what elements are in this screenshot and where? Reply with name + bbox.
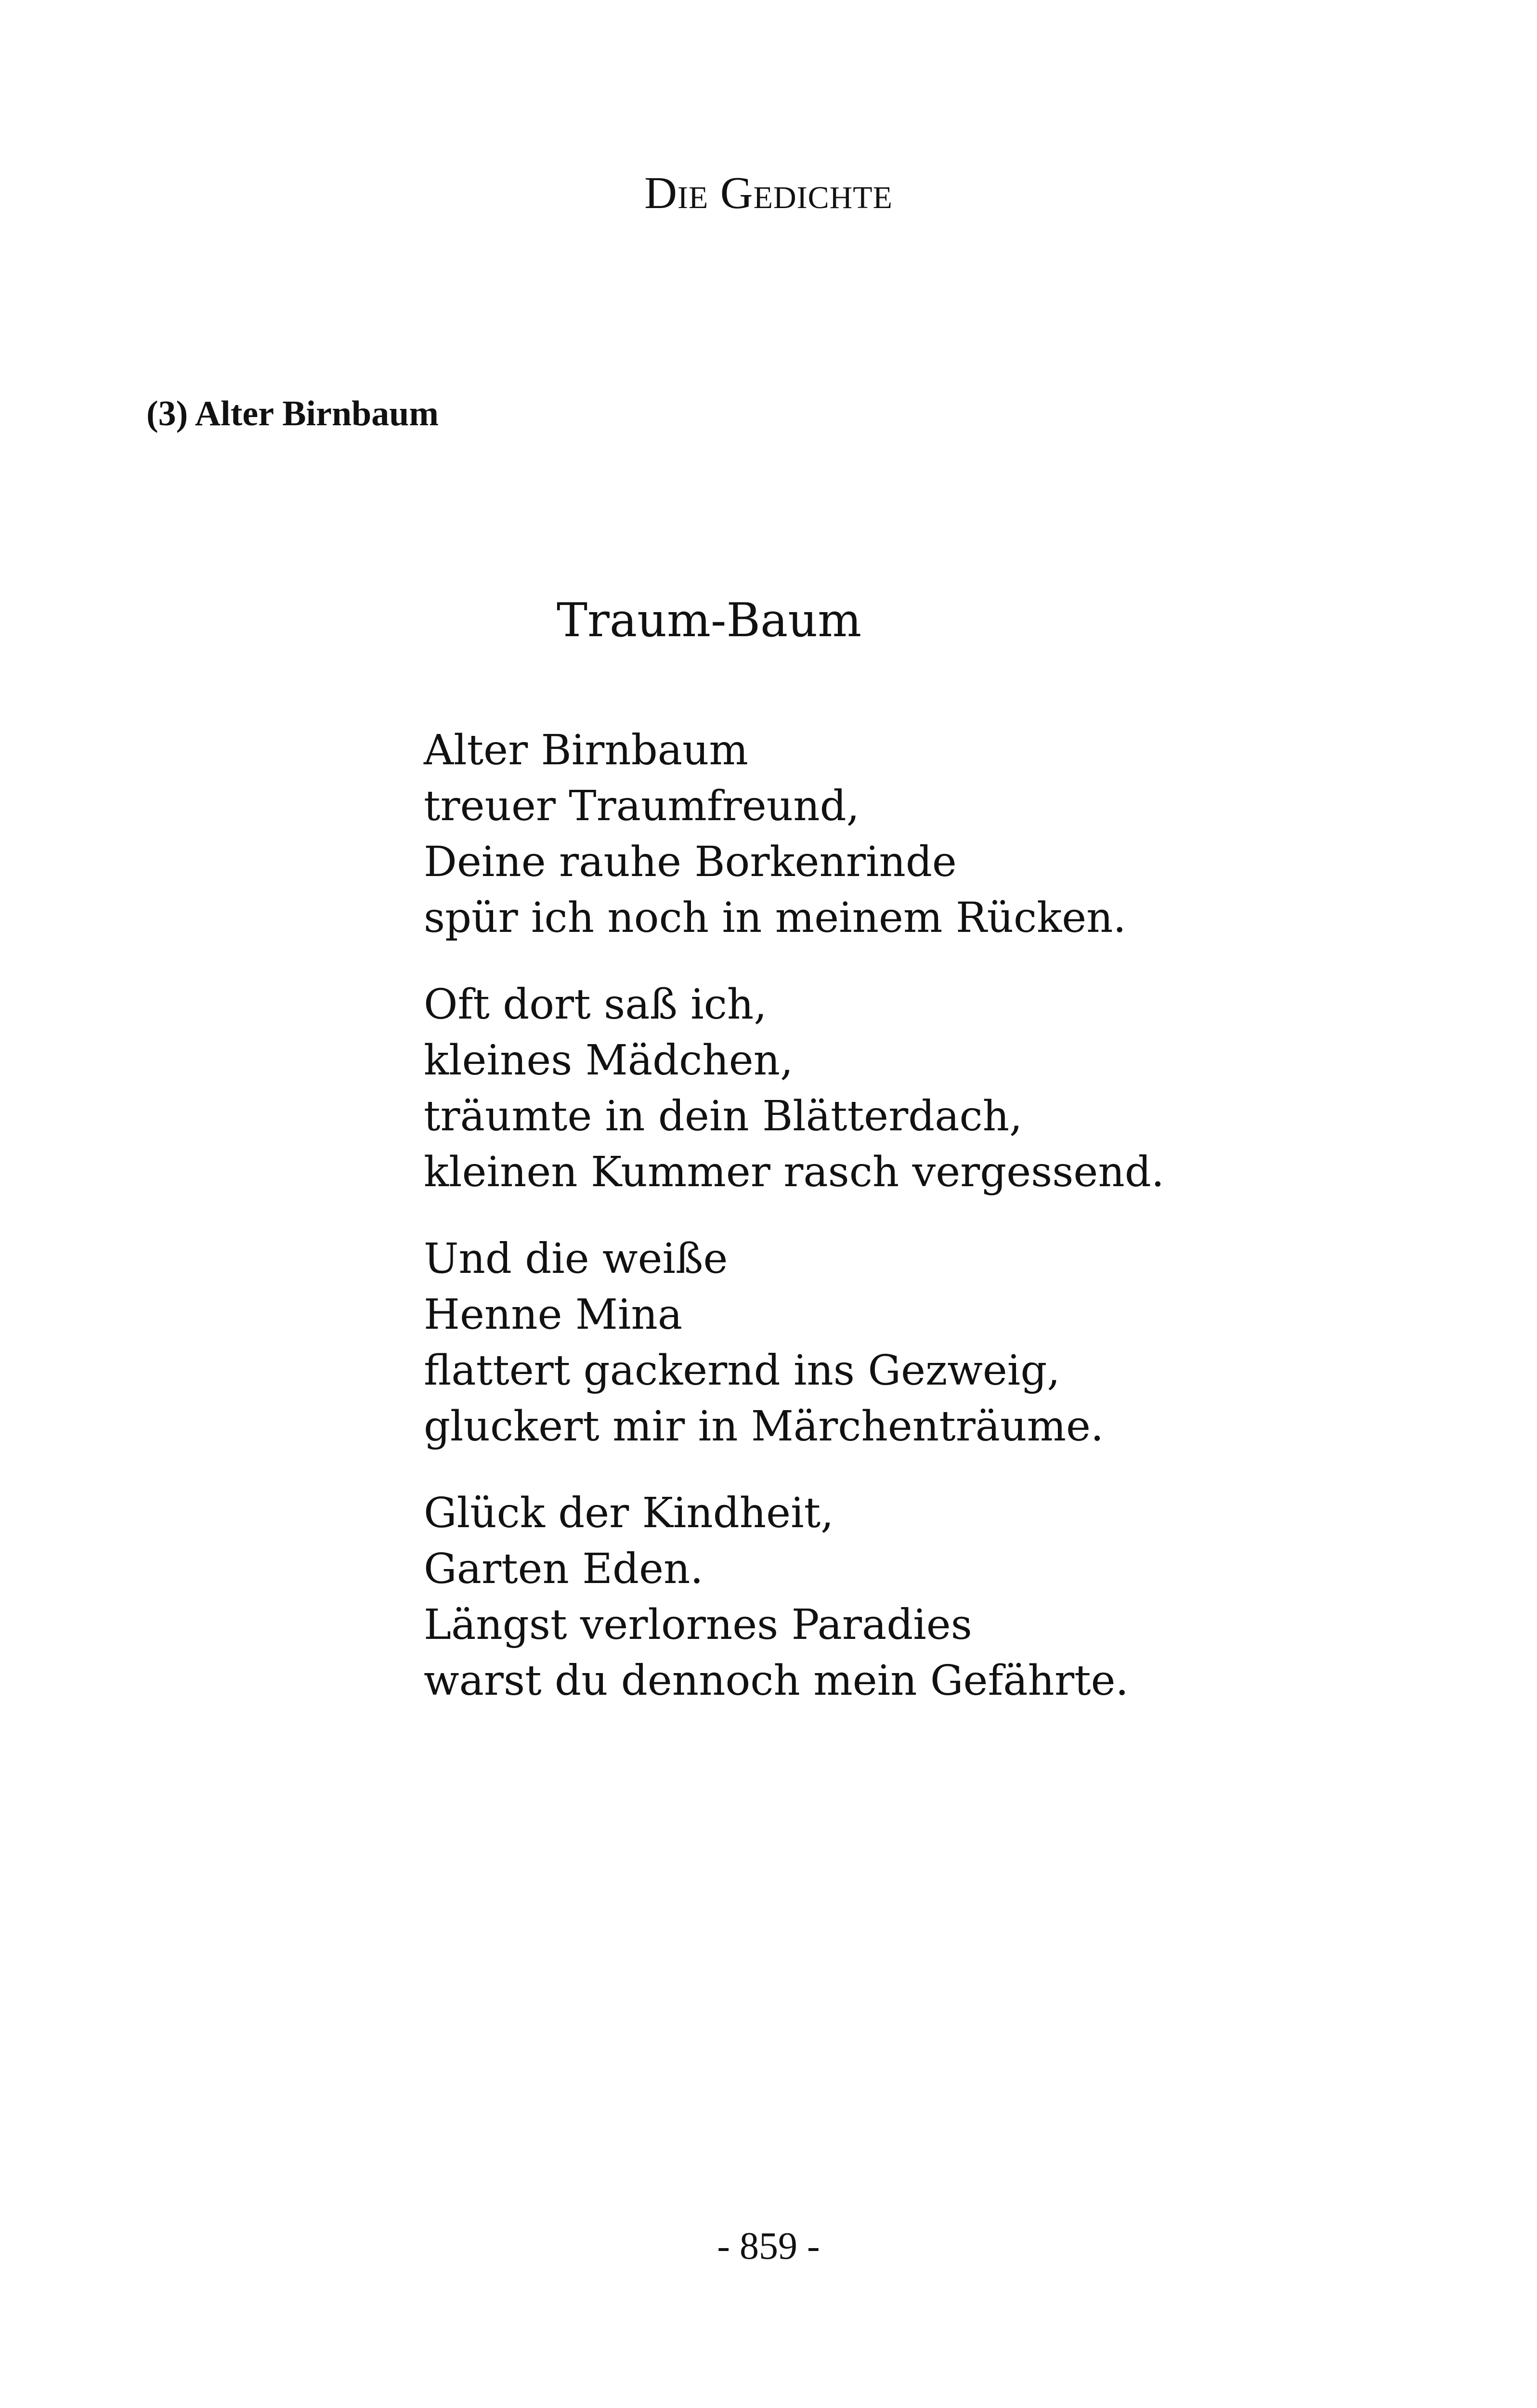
verse-line: Deine rauhe Borkenrinde: [424, 838, 957, 886]
stanza-1: [424, 722, 1435, 946]
verse-line: warst du dennoch mein Gefährte.: [424, 1657, 1129, 1705]
poem-title: Traum-Baum: [557, 593, 862, 647]
verse-line: spür ich noch in meinem Rücken.: [424, 894, 1126, 942]
verse-line: kleinen Kummer rasch vergessend.: [424, 1148, 1165, 1196]
verse-line: Und die weiße: [424, 1235, 728, 1283]
verse-line: kleines Mädchen,: [424, 1036, 794, 1085]
poem-body: [424, 722, 1435, 1740]
verse-line: flattert gackernd ins Gezweig,: [424, 1347, 1060, 1395]
stanza-4: [424, 1485, 1435, 1709]
verse-line: gluckert mir in Märchenträume.: [424, 1402, 1104, 1451]
verse-line: Oft dort saß ich,: [424, 981, 767, 1029]
verse-line: Längst verlornes Paradies: [424, 1601, 972, 1649]
section-heading: (3) Alter Birnbaum: [146, 394, 439, 433]
verse-line: Henne Mina: [424, 1291, 683, 1339]
verse-line: träumte in dein Blätterdach,: [424, 1092, 1023, 1140]
page-number: - 859 -: [717, 2225, 820, 2267]
verse-line: treuer Traumfreund,: [424, 782, 860, 830]
stanza-2: [424, 977, 1435, 1200]
running-head: Die Gedichte: [644, 168, 893, 218]
verse-line: Glück der Kindheit,: [424, 1489, 834, 1537]
verse-line: Alter Birnbaum: [424, 726, 748, 774]
verse-line: Garten Eden.: [424, 1545, 703, 1593]
stanza-3: [424, 1231, 1435, 1454]
